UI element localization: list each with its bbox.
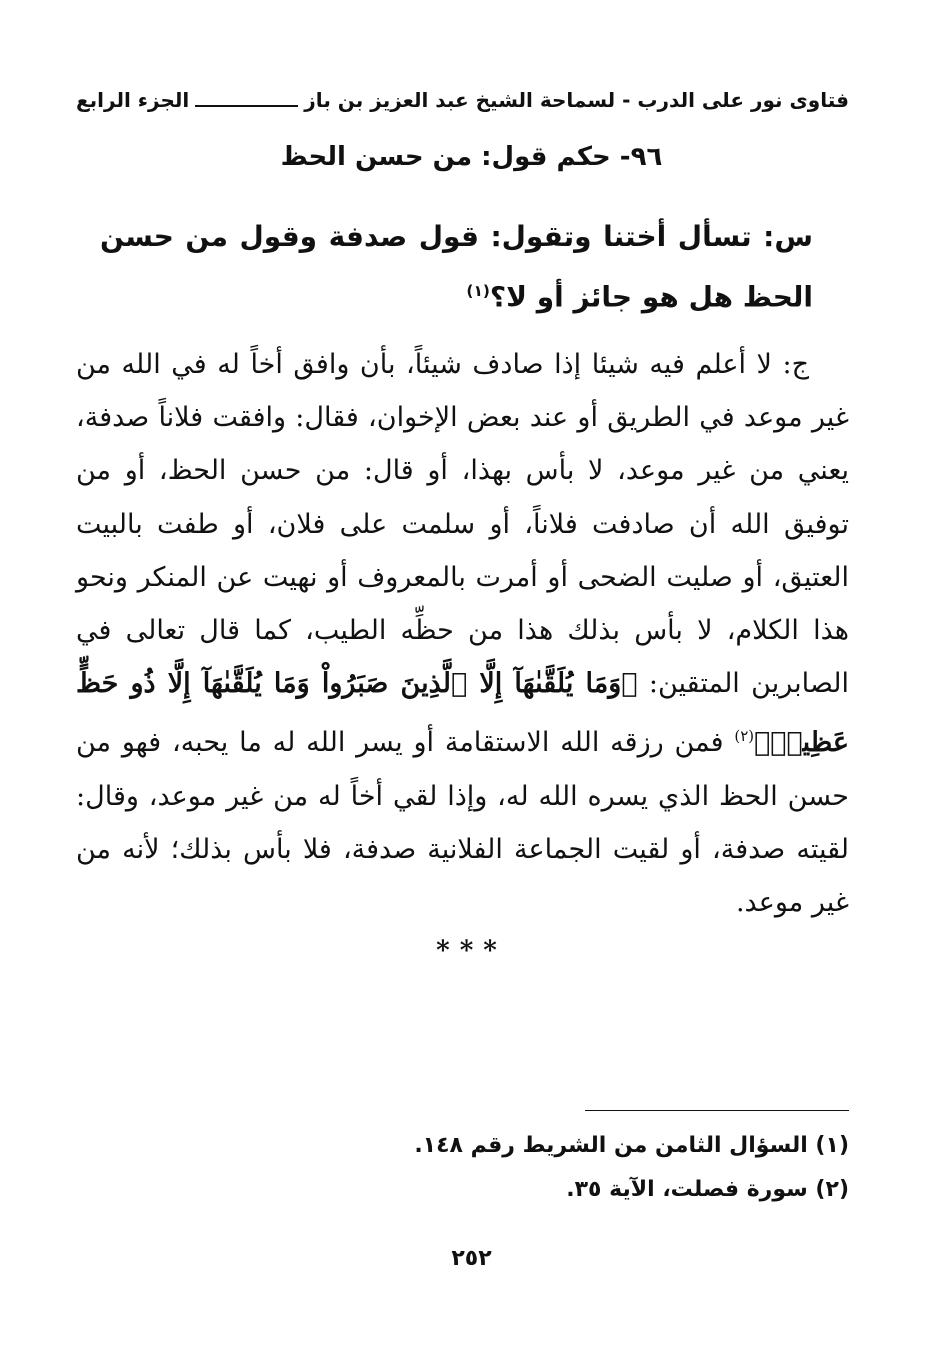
quran-verse: ﴿وَمَا يُلَقَّىٰهَآ إِلَّا ٱلَّذِينَ صَبَرُواْ وَمَا يُلَقَّىٰهَآ إِلَّا ذُو حَظٍّ عَظِيمٖ﴾	[76, 668, 849, 759]
footnote-rule	[585, 1110, 849, 1111]
page-number: ٢٥٢	[451, 1246, 492, 1271]
fatwa-title: ٩٦- حكم قول: من حسن الحظ	[280, 142, 663, 172]
answer-text-part1: ج: لا أعلم فيه شيئا إذا صادف شيئاً، بأن وافق أخاً له في الله من غير موعد في الطريق أو عند بعض الإخوان، فقال: وافقت فلاناً صدفة، يعني من غير موعد، لا بأس بهذا، أو قال: من حسن الحظ، أو من توفيق الله أن صادفت فلاناً، أو سلمت على فلان، أو طفت بالبيت العتيق، أو صليت الضحى أو أمرت بالمعروف أو نهيت عن المنكر ونحو هذا الكلام، لا بأس بذلك هذا من حظِّه الطيب، كما قال تعالى في الصابرين المتقين:	[76, 349, 850, 700]
answer-text-part2: فمن رزقه الله الاستقامة أو يسر الله له ما يحبه، فهو من حسن الحظ الذي يسره الله له، وإذا لقي أخاً له من غير موعد، وقال: لقيته صدفة، أو لقيت الجماعة الفلانية صدفة، فلا بأس بذلك؛ لأنه من غير موعد.	[76, 727, 849, 919]
volume-label: الجزء الرابع	[76, 88, 190, 112]
book-title: فتاوى نور على الدرب - لسماحة الشيخ عبد العزيز بن باز	[304, 88, 849, 112]
question-text: س: تسأل أختنا وتقول: قول صدفة وقول من حسن الحظ هل هو جائز أو لا؟	[100, 220, 813, 314]
footnote-1: (١) السؤال الثامن من الشريط رقم ١٤٨.	[414, 1133, 849, 1158]
running-header	[76, 82, 849, 118]
answer-paragraph	[76, 338, 849, 929]
question-paragraph	[100, 210, 813, 324]
header-rule	[195, 105, 298, 107]
footnote-ref-2: (٢)	[734, 727, 754, 746]
footnotes	[300, 1124, 849, 1212]
footnote-ref-1: (١)	[466, 282, 490, 300]
section-separator: ***	[436, 936, 507, 966]
footnote-2: (٢) سورة فصلت، الآية ٣٥.	[566, 1177, 849, 1202]
